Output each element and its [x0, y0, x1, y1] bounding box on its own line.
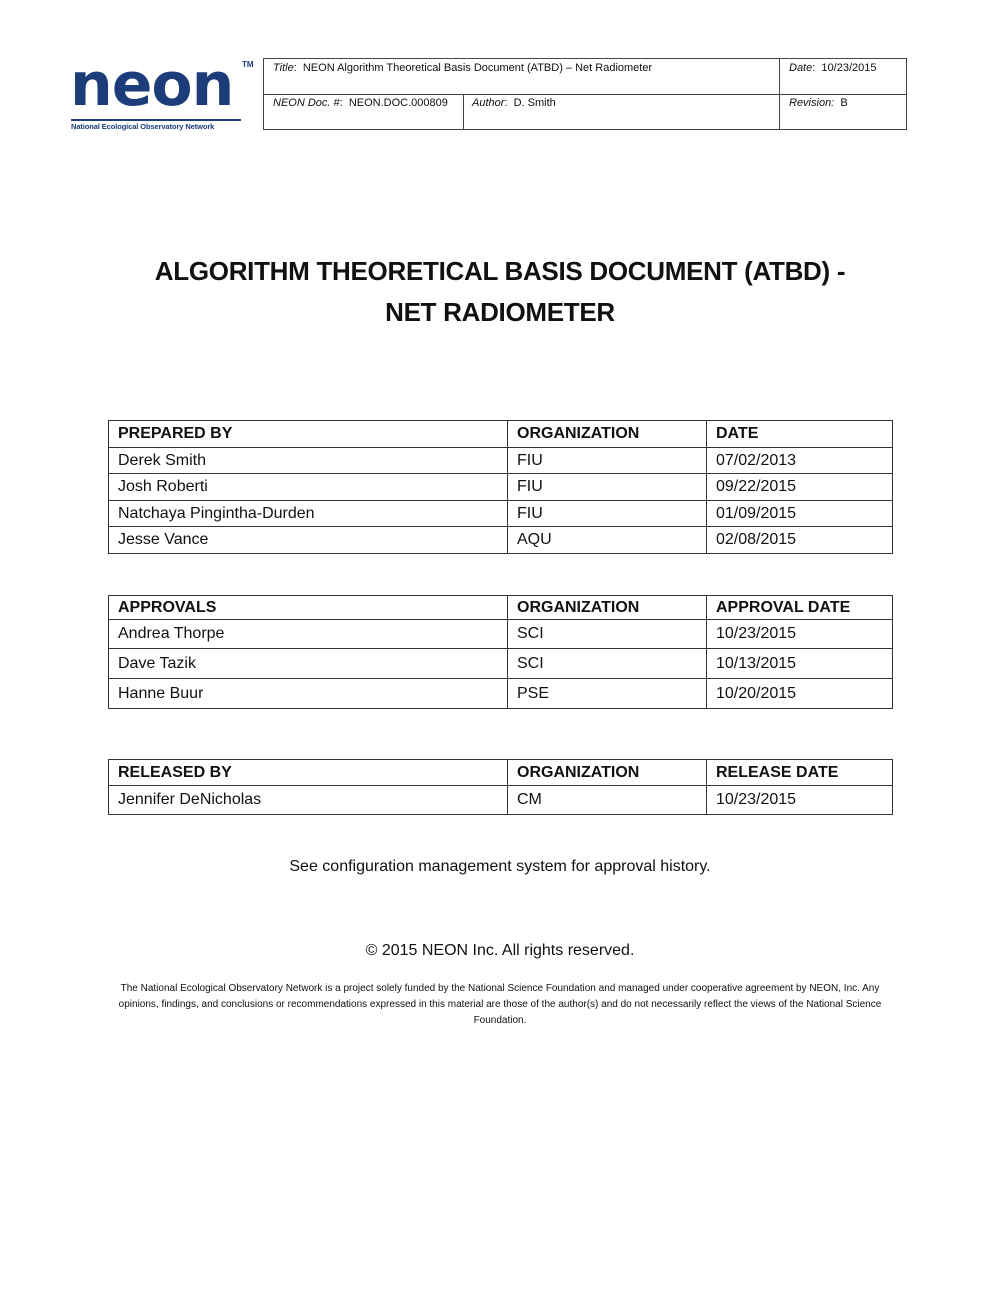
table-header-row	[109, 760, 893, 786]
configuration-note: See configuration management system for approval history.	[289, 858, 711, 875]
table-cell: FIU	[508, 501, 707, 527]
header-author-value: D. Smith	[513, 97, 556, 109]
table-header-row	[109, 596, 893, 620]
table-cell: 10/23/2015	[707, 786, 893, 815]
document-title-line1: ALGORITHM THEORETICAL BASIS DOCUMENT (ATBD) -	[154, 256, 846, 286]
table-cell: FIU	[508, 448, 707, 474]
table-row	[109, 474, 893, 501]
header-author-cell: Author: D. Smith	[472, 97, 556, 109]
header-date-cell: Date: 10/23/2015	[789, 62, 877, 74]
header-doc-label: NEON Doc. #	[273, 97, 340, 109]
document-header-table	[263, 58, 907, 130]
table-cell: Jesse Vance	[109, 527, 508, 554]
table-cell: Hanne Buur	[109, 679, 508, 709]
logo-wordmark: neon	[70, 50, 234, 120]
table-cell: PSE	[508, 679, 707, 709]
header-title-label: Title	[273, 62, 294, 74]
column-header: ORGANIZATION	[508, 421, 707, 448]
prepared-by-table	[108, 420, 893, 554]
table-row	[109, 501, 893, 527]
header-doc-value: NEON.DOC.000809	[348, 97, 448, 109]
table-cell: 07/02/2013	[707, 448, 893, 474]
released-by-table	[108, 759, 893, 815]
table-row	[109, 679, 893, 709]
table-header-row	[109, 421, 893, 448]
logo-tagline: National Ecological Observatory Network	[71, 119, 241, 131]
table-cell: 02/08/2015	[707, 527, 893, 554]
table-cell: AQU	[508, 527, 707, 554]
header-date-label: Date	[789, 62, 813, 74]
header-title-value: NEON Algorithm Theoretical Basis Document (ATBD) – Net Radiometer	[302, 62, 653, 74]
table-cell: Josh Roberti	[109, 474, 508, 501]
table-cell: CM	[508, 786, 707, 815]
funding-disclaimer: The National Ecological Observatory Network is a project solely funded by the National Science Foundation and managed under cooperative agreement by NEON, Inc. Any opinions, findings, and conclusions or recommendations expressed in this material are those of the author(s) and do not necessarily reflect the views of the National Science Foundation.	[118, 983, 882, 1026]
column-header: DATE	[707, 421, 893, 448]
table-cell: 10/20/2015	[707, 679, 893, 709]
column-header: PREPARED BY	[109, 421, 508, 448]
header-revision-value: B	[840, 97, 848, 109]
table-row	[109, 448, 893, 474]
table-cell: 01/09/2015	[707, 501, 893, 527]
header-title-cell: Title: NEON Algorithm Theoretical Basis Document (ATBD) – Net Radiometer	[273, 62, 653, 74]
header-doc-cell: NEON Doc. #: NEON.DOC.000809	[273, 97, 448, 109]
table-cell: SCI	[508, 620, 707, 649]
table-cell: Dave Tazik	[109, 649, 508, 679]
logo-trademark: TM	[242, 60, 254, 69]
neon-logo	[70, 50, 255, 132]
column-header: ORGANIZATION	[508, 760, 707, 786]
table-cell: 09/22/2015	[707, 474, 893, 501]
header-revision-cell	[780, 94, 857, 112]
approvals-table	[108, 595, 893, 709]
table-cell: 10/13/2015	[707, 649, 893, 679]
copyright-notice: © 2015 NEON Inc. All rights reserved.	[365, 942, 635, 959]
header-date-value: 10/23/2015	[821, 62, 877, 74]
column-header: APPROVAL DATE	[707, 596, 893, 620]
header-revision-label: Revision:	[789, 97, 835, 109]
table-cell: Derek Smith	[109, 448, 508, 474]
table-row	[109, 527, 893, 554]
table-cell: Jennifer DeNicholas	[109, 786, 508, 815]
header-author-label: Author	[472, 97, 505, 109]
column-header: RELEASE DATE	[707, 760, 893, 786]
table-row	[109, 649, 893, 679]
table-cell: SCI	[508, 649, 707, 679]
table-cell: Andrea Thorpe	[109, 620, 508, 649]
table-cell: FIU	[508, 474, 707, 501]
column-header: APPROVALS	[109, 596, 508, 620]
column-header: ORGANIZATION	[508, 596, 707, 620]
document-title-line2: NET RADIOMETER	[385, 297, 615, 327]
column-header: RELEASED BY	[109, 760, 508, 786]
table-cell: 10/23/2015	[707, 620, 893, 649]
table-row	[109, 620, 893, 649]
table-cell: Natchaya Pingintha-Durden	[109, 501, 508, 527]
table-row	[109, 786, 893, 815]
